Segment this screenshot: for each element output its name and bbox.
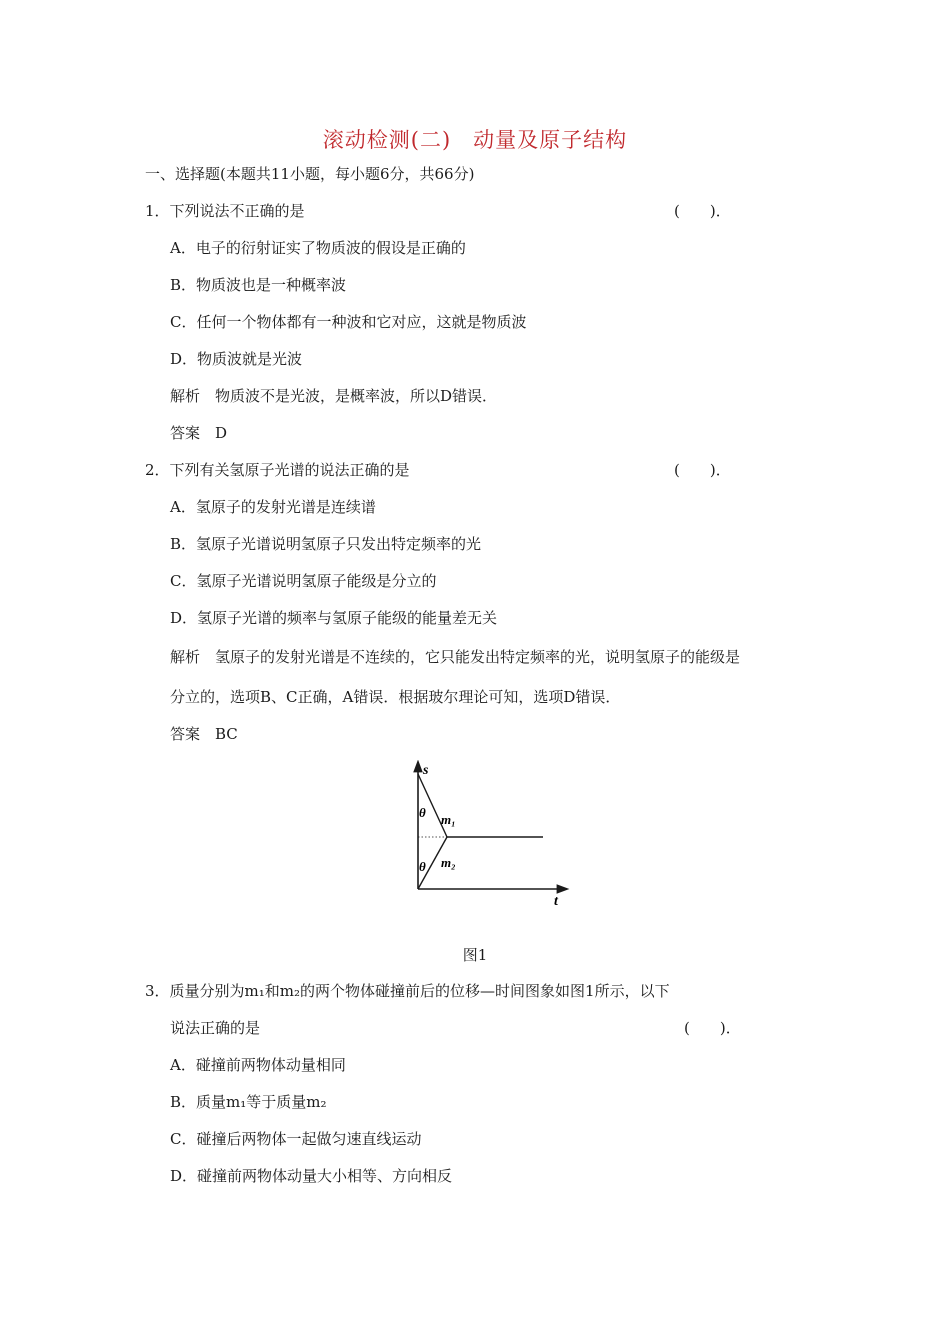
question-3-option-b: B．质量m₁等于质量m₂ [170, 1093, 327, 1111]
question-1-stem: 1．下列说法不正确的是 [145, 202, 305, 220]
question-1-option-d: D．物质波就是光波 [170, 350, 303, 368]
question-2-answer: 答案 BC [170, 725, 238, 743]
s-axis-label: s [423, 763, 429, 778]
m2-label: m₂ [441, 855, 456, 870]
question-3-option-c: C．碰撞后两物体一起做匀速直线运动 [170, 1130, 422, 1148]
question-2-analysis-line-1: 解析 氢原子的发射光谱是不连续的，它只能发出特定频率的光，说明氢原子的能级是 [170, 648, 741, 666]
question-3-stem-continued: 说法正确的是 [170, 1019, 261, 1037]
section-heading: 一、选择题(本题共11小题，每小题6分，共66分) [145, 165, 475, 183]
question-1-analysis: 解析 物质波不是光波，是概率波，所以D错误． [170, 387, 498, 405]
question-3-option-a: A．碰撞前两物体动量相同 [170, 1056, 346, 1074]
question-2-answer-blank: ( )． [674, 461, 731, 479]
question-1-answer: 答案 D [170, 424, 228, 442]
question-2-option-c: C．氢原子光谱说明氢原子能级是分立的 [170, 572, 437, 590]
question-3-option-d: D．碰撞前两物体动量大小相等、方向相反 [170, 1167, 453, 1185]
question-1-option-c: C．任何一个物体都有一种波和它对应，这就是物质波 [170, 313, 527, 331]
page-title: 滚动检测(二) 动量及原子结构 [322, 128, 628, 152]
question-1-option-a: A．电子的衍射证实了物质波的假设是正确的 [170, 239, 466, 257]
question-3-stem: 3．质量分别为m₁和m₂的两个物体碰撞前后的位移—时间图象如图1所示，以下 [145, 982, 670, 1000]
figure-1-caption: 图1 [462, 946, 488, 964]
m1-label: m₁ [441, 812, 456, 827]
question-2-analysis-line-2: 分立的，选项B、C正确，A错误．根据玻尔理论可知，选项D错误． [170, 688, 621, 706]
question-3-answer-blank: ( )． [684, 1019, 741, 1037]
theta-bottom-label: θ [419, 859, 426, 874]
question-1-option-b: B．物质波也是一种概率波 [170, 276, 347, 294]
question-2-stem: 2．下列有关氢原子光谱的说法正确的是 [145, 461, 410, 479]
figure-1-displacement-time-graph [405, 760, 575, 915]
question-2-option-a: A．氢原子的发射光谱是连续谱 [170, 498, 376, 516]
theta-top-label: θ [419, 805, 426, 820]
question-1-answer-blank: ( )． [674, 202, 731, 220]
question-2-option-d: D．氢原子光谱的频率与氢原子能级的能量差无关 [170, 609, 498, 627]
question-2-option-b: B．氢原子光谱说明氢原子只发出特定频率的光 [170, 535, 482, 553]
t-axis-label: t [554, 894, 558, 909]
